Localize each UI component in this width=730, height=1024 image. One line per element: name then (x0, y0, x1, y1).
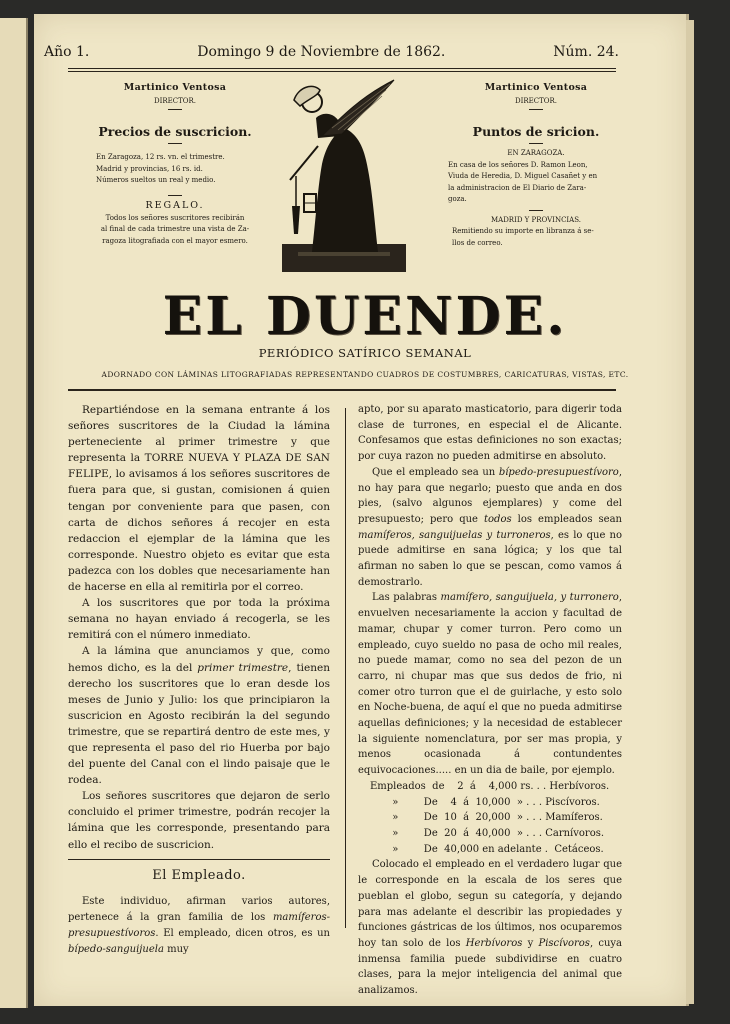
duende-illustration (282, 76, 406, 272)
page-edge (686, 20, 694, 1004)
left-info-box (92, 82, 258, 247)
article-paragraph-4: Las palabras mamífero, sanguijuela, y turronero, envuelven necesariamente la accion y facultad de mamar, chupar y comer turron. Pero como un empleado, cuyo sueldo no pasa de ocho mil reales, no puede mamar, como no sea del pezon de un carro, ni chupar mas que sus dedos de frio, ni comer otro turron que el de guirlache, y esto solo en Noche-buena, de aquí el que no pueda admitirse aquellas definiciones; y la necesidad de establecer la siguiente nomenclatura, por ser mas propia, y menos ocasionada á contundentes equivocaciones..... en un dia de baile, por ejemplo. (358, 592, 622, 777)
table-row: Empleados de 2 á 4,000 rs. . . Herbívoros. (370, 780, 610, 792)
article-paragraph-2: apto, por su aparato masticatorio, para digerir toda clase de turrones, en especial el de Alicante. Confesamos que estas definiciones no son exactas; por cuya razon no pueden admitirse en absoluto. (358, 404, 622, 463)
gift-text (92, 213, 258, 248)
notice-paragraph-2: A los suscritores que por toda la próxima semana no hayan enviado á recogerla, se les remitirá con el número inmediato. (68, 597, 330, 642)
newspaper-subtitle: PERIÓDICO SATÍRICO SEMANAL (258, 346, 472, 360)
right-director-title: DIRECTOR. (514, 97, 558, 105)
newspaper-tagline: ADORNADO CON LÁMINAS LITOGRAFIADAS REPRESENTANDO CUADROS DE COSTUMBRES, CARICATURAS, VISTAS, ETC. (101, 370, 629, 379)
article-paragraph-1: Este individuo, afirman varios autores, pertenece á la gran familia de los mamíferos-presupuestívoros. El empleado, dicen otros, es un bípedo-sanguijuela muy (68, 895, 330, 955)
notice-paragraph-4: Los señores suscritores que dejaron de serlo concluido el primer trimestre, podrán recojer la lámina que les corresponde, presentando para ello el recibo de suscricion. (68, 790, 330, 851)
right-director-name: Martinico Ventosa (484, 82, 588, 93)
city-line: goza. (448, 195, 467, 203)
prices-line: Madrid y provincias, 16 rs. id. (96, 164, 203, 173)
header-rule (68, 389, 616, 391)
table-row: » De 20 á 40,000 » . . . Carnívoros. (370, 827, 605, 839)
article-rule (68, 859, 330, 860)
newspaper-title: EL DUENDE. (162, 286, 568, 347)
table-row: » De 4 á 10,000 » . . . Piscívoros. (370, 796, 600, 808)
divider (529, 109, 543, 110)
facing-page-edge (0, 18, 28, 1008)
right-info-box (446, 82, 626, 249)
gift-line: ragoza litografiada con el mayor esmero. (102, 236, 248, 245)
left-column (68, 402, 330, 958)
table-row: » De 40,000 en adelante . Cetáceos. (370, 843, 604, 855)
article-paragraph-5: Colocado el empleado en el verdadero lugar que le corresponde en la escala de los seres que pueblan el globo, segun su categoría, y dejando para mas adelante el describir las propiedades y funciones gástricas de los últimos, nos ocuparemos hoy tan solo de los Herbívoros y Piscívoros, cuya inmensa familia puede subdividirse en cuatro clases, para la mejor inteligencia del animal que analizamos. (358, 859, 622, 997)
city-line: En casa de los señores D. Ramon Leon, (448, 160, 588, 169)
issue-year: Año 1. (44, 44, 90, 60)
top-rule-2 (68, 71, 616, 72)
prices-heading: Precios de suscricion. (98, 124, 252, 139)
divider (168, 143, 182, 144)
issue-date: Domingo 9 de Noviembre de 1862. (197, 44, 446, 60)
prices-line: En Zaragoza, 12 rs. vn. el trimestre. (96, 153, 225, 161)
divider (168, 195, 182, 196)
gift-line: al final de cada trimestre una vista de Za- (100, 225, 250, 233)
divider (529, 210, 543, 211)
masthead-info (44, 44, 619, 60)
city-line: Viuda de Heredia, D. Miguel Casañet y en (448, 172, 598, 180)
article-paragraph-3: Que el empleado sea un bípedo-presupuestívoro, no hay para que negarlo; puesto que anda en dos pies, (salvo algunos ejemplares) y come del presupuesto; pero que todos los empleados sean mamíferos, sanguijuelas y turroneros, es lo que no puede admitirse en sana lógica; y los que tal afirman no saben lo que se pescan, como vamos á demostrarlo. (358, 466, 623, 588)
city-line: la administracion de El Diario de Zara- (448, 183, 587, 192)
notice-paragraph-1: Repartiéndose en la semana entrante á los señores suscritores de la Ciudad la lámina perteneciente al primer trimestre y que representa la TORRE NUEVA Y PLAZA DE SAN FELIPE, lo avisamos á los señores suscritores de fuera para que, si gustan, comisionen á quien tengan por conveniente para que pasen, con carta de dichos señores á recojer en esta redaccion el ejemplar de la lámina que les corresponde. Nuestro objeto es evitar que esta padezca con los dobles que necesariamente han de hacerse en ella al remitirla por el correo. (68, 404, 330, 594)
notice-paragraph-3: A la lámina que anunciamos y que, como hemos dicho, es la del primer trimestre, tienen derecho los suscritores que lo eran desde los meses de Junio y Julio: los que principiaron la suscricion en Agosto recibirán la del segundo trimestre, que se repartirá dentro de este mes, y que representa el paso del rio Huerba por bajo del puente del Canal con el lindo paisaje que le rodea. (68, 645, 330, 787)
column-divider (345, 408, 346, 928)
divider (529, 143, 543, 144)
city-text (446, 160, 626, 206)
prices-list (92, 152, 258, 187)
prov-label: MADRID Y PROVINCIAS. (490, 215, 582, 224)
points-heading: Puntos de sricion. (472, 124, 600, 139)
prov-line: Remitiendo su importe en libranza á se- (452, 227, 594, 235)
left-director-title: DIRECTOR. (153, 97, 197, 105)
article-heading: El Empleado. (152, 867, 246, 883)
issue-number: Núm. 24. (553, 44, 619, 60)
table-row: » De 10 á 20,000 » . . . Mamíferos. (370, 812, 603, 824)
divider (168, 109, 182, 110)
gift-line: Todos los señores suscritores recibirán (105, 213, 245, 222)
gift-heading: REGALO. (145, 199, 205, 211)
prices-line: Números sueltos un real y medio. (96, 176, 216, 184)
city-label: EN ZARAGOZA. (507, 149, 565, 157)
prov-line: llos de correo. (452, 238, 503, 247)
right-column (358, 402, 622, 999)
left-director-name: Martinico Ventosa (123, 82, 227, 93)
classification-table (358, 779, 622, 858)
top-rule (68, 68, 616, 69)
prov-text (446, 226, 626, 249)
